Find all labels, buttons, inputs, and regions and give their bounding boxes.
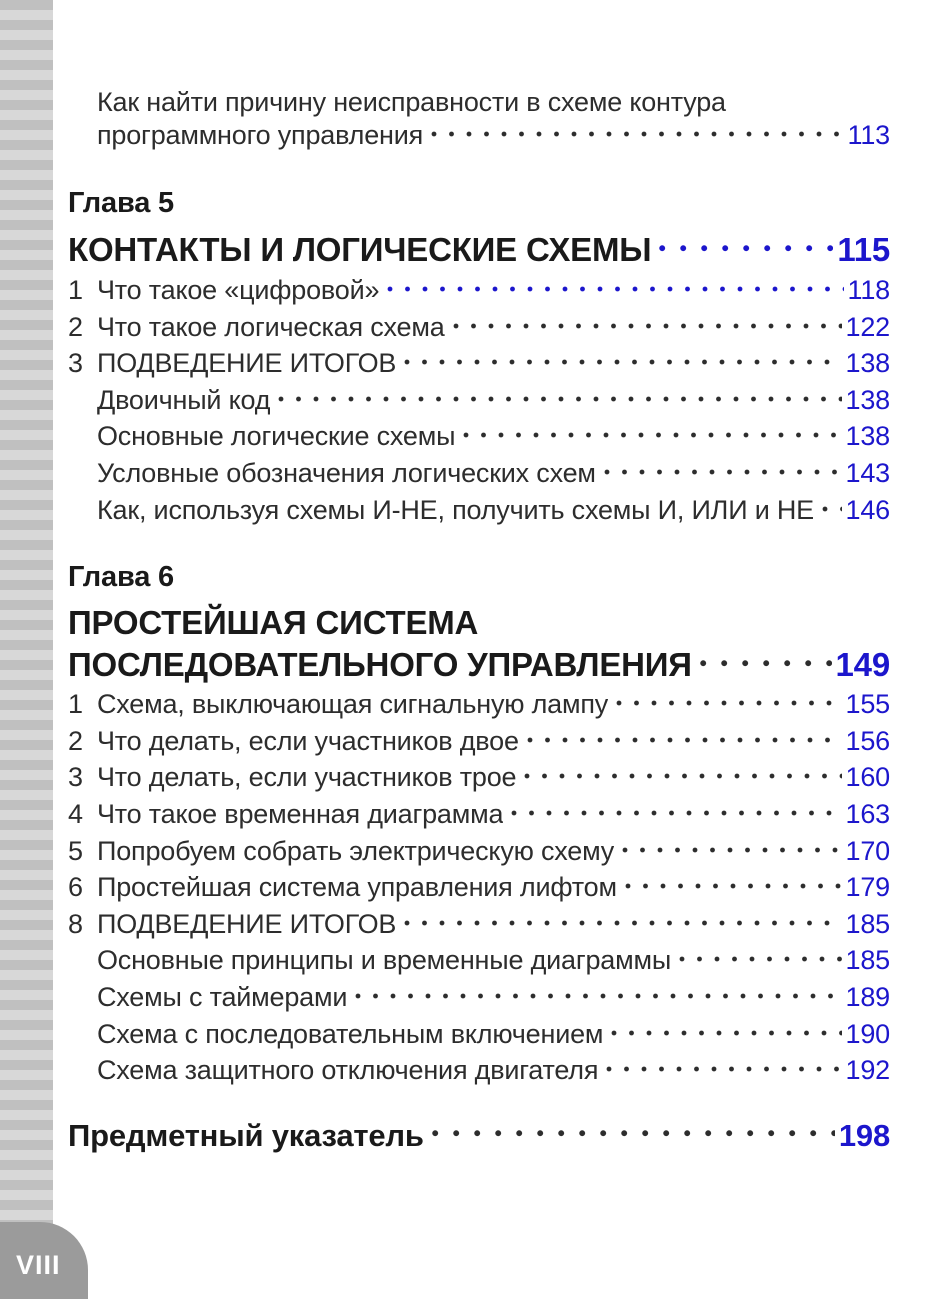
toc-entry-text: ПОДВЕДЕНИЕ ИТОГОВ [97, 908, 397, 939]
toc-subentry [68, 942, 890, 979]
toc-entry-number: 3 [68, 762, 83, 793]
chapter6-title-line1: ПРОСТЕЙШАЯ СИСТЕМА [68, 604, 479, 642]
toc-entry-page: 122 [845, 311, 890, 342]
toc-entry-text: Схемы с таймерами [97, 981, 348, 1012]
toc-entry [68, 833, 890, 870]
toc-entry [68, 906, 890, 943]
toc-subentry [68, 455, 890, 492]
toc-entry-text: Простейшая система управления лифтом [97, 872, 617, 903]
toc-entry-page: 189 [845, 981, 890, 1012]
toc-entry-text-line1: Как найти причину неисправности в схеме контура [97, 87, 726, 117]
toc-entry-page: 190 [845, 1018, 890, 1049]
toc-entry-text: Условные обозначения логических схем [97, 457, 596, 488]
toc-entry [68, 345, 890, 382]
toc-entry-page: 156 [845, 725, 890, 756]
toc-entry-page: 163 [845, 798, 890, 829]
toc-entry-page: 138 [845, 348, 890, 379]
toc-entry-text: Попробуем собрать электрическую схему [97, 835, 615, 866]
toc-entry-number: 2 [68, 311, 83, 342]
toc-entry-number: 1 [68, 275, 83, 305]
toc-entry-text: Что такое временная диаграмма [97, 798, 504, 829]
toc-entry-text: ПОДВЕДЕНИЕ ИТОГОВ [97, 348, 397, 379]
page-number-label: VIII [16, 1250, 61, 1280]
toc-subentry [68, 1052, 890, 1089]
toc-entry-text: Двоичный код [97, 384, 271, 415]
toc-subentry [68, 979, 890, 1016]
toc-entry-page: 160 [845, 762, 890, 793]
toc-entry-text: Схема защитного отключения двигателя [97, 1055, 599, 1086]
toc-entry [68, 796, 890, 833]
chapter6-label: Глава 6 [68, 561, 174, 594]
toc-entry-text: Схема с последовательным включением [97, 1018, 604, 1049]
subject-index-page: 198 [838, 1117, 890, 1153]
toc-entry [68, 309, 890, 346]
toc-entry-number: 4 [68, 798, 83, 829]
toc-entry [68, 723, 890, 760]
toc-entry-text: Что такое логическая схема [97, 311, 445, 342]
chapter6-page: 149 [835, 646, 890, 684]
toc-entry-text: Как, используя схемы И-НЕ, получить схемы И, ИЛИ и НЕ [97, 494, 814, 525]
toc-entry-page: 146 [845, 494, 890, 525]
toc-entry-number: 2 [68, 725, 83, 756]
toc-entry-page: 155 [845, 689, 890, 720]
chapter5-title: КОНТАКТЫ И ЛОГИЧЕСКИЕ СХЕМЫ [68, 231, 652, 268]
subject-index-row [68, 1115, 890, 1157]
chapter6-title-row [68, 644, 890, 686]
binding-stripe-band [0, 0, 53, 1299]
toc-entry [68, 272, 890, 309]
toc-entry-text: Основные логические схемы [97, 421, 456, 452]
toc-entry [68, 759, 890, 796]
toc-entry-carryover [68, 86, 890, 152]
toc-entry-text: Схема, выключающая сигнальную лампу [97, 689, 609, 720]
toc-entry-text: Что делать, если участников двое [97, 725, 519, 756]
toc-entry-page: 138 [845, 384, 890, 415]
toc-entry-page: 185 [845, 945, 890, 976]
toc-entry-text: Что делать, если участников трое [97, 762, 517, 793]
toc-entry-page: 185 [845, 908, 890, 939]
chapter5-title-row [68, 228, 890, 272]
toc-subentry [68, 382, 890, 419]
toc-subentry [68, 492, 890, 529]
toc-entry-text: Основные принципы и временные диаграммы [97, 945, 672, 976]
chapter6-title-line2: ПОСЛЕДОВАТЕЛЬНОГО УПРАВЛЕНИЯ [68, 646, 692, 684]
toc-entry-page: 138 [845, 421, 890, 452]
table-of-contents [68, 0, 890, 1157]
toc-entry-number: 3 [68, 348, 83, 379]
toc-entry-page: 118 [847, 275, 890, 305]
chapter5-page: 115 [837, 231, 890, 268]
toc-subentry [68, 1016, 890, 1053]
toc-entry-number: 6 [68, 872, 83, 903]
toc-subentry [68, 418, 890, 455]
toc-entry-page: 143 [845, 457, 890, 488]
toc-entry-page: 170 [845, 835, 890, 866]
toc-entry-line2 [68, 119, 890, 152]
toc-entry [68, 869, 890, 906]
toc-entry-page: 113 [847, 120, 890, 150]
toc-entry-page: 192 [845, 1055, 890, 1086]
toc-entry-text-line2: программного управления [97, 120, 424, 150]
toc-entry-number: 1 [68, 689, 83, 720]
toc-entry-page: 179 [845, 872, 890, 903]
subject-index-title: Предметный указатель [68, 1117, 424, 1153]
toc-entry-number: 5 [68, 835, 83, 866]
chapter5-label: Глава 5 [68, 187, 174, 219]
toc-entry [68, 686, 890, 723]
page-number-tab [0, 1222, 88, 1299]
toc-entry-text: Что такое «цифровой» [97, 275, 380, 305]
toc-entry-number: 8 [68, 908, 83, 939]
